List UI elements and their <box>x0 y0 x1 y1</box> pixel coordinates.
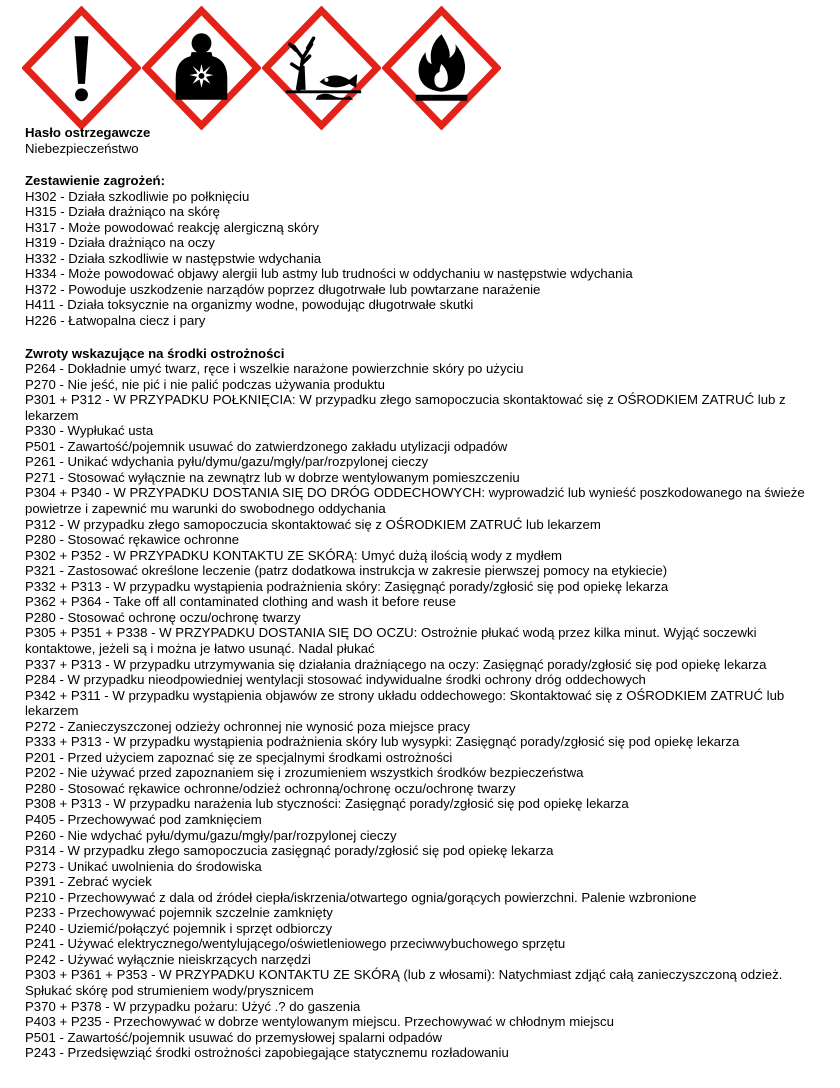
precautionary-statement: P321 - Zastosować określone leczenie (patrz dodatkowa instrukcja w zakresie pierwszej pomocy na etykiecie) <box>25 563 668 579</box>
precautionary-statement: P332 + P313 - W przypadku wystąpienia podrażnienia skóry: Zasięgnąć porady/zgłosić się pod opiekę lekarza <box>25 578 669 594</box>
hazard-statement: H332 - Działa szkodliwie w następstwie wdychania <box>25 250 322 266</box>
precautionary-statement: P305 + P351 + P338 - W PRZYPADKU DOSTANIA SIĘ DO OCZU: Ostrożnie płukać wodą przez kilka minut. Wyjąć soczewki kontaktowe, jeżeli są i można je łatwo usunąć. Nadal płukać <box>25 625 757 656</box>
flame-icon <box>382 6 501 130</box>
precautionary-statement: P362 + P364 - Take off all contaminated clothing and wash it before reuse <box>25 594 456 610</box>
signal-word-heading: Hasło ostrzegawcze <box>25 125 151 140</box>
precautionary-statement: P314 - W przypadku złego samopoczucia zasięgnąć porady/zgłosić się pod opiekę lekarza <box>25 843 554 859</box>
precautionary-statement: P391 - Zebrać wyciek <box>25 874 152 890</box>
precautionary-statement: P280 - Stosować rękawice ochronne <box>25 532 240 548</box>
precautionary-statement: P260 - Nie wdychać pyłu/dymu/gazu/mgły/par/rozpylonej cieczy <box>25 827 397 843</box>
precautionary-statement: P330 - Wypłukać usta <box>25 423 154 439</box>
precautionary-statement: P202 - Nie używać przed zapoznaniem się i zrozumieniem wszystkich środków bezpieczeństwa <box>25 765 584 781</box>
precautionary-statement: P241 - Używać elektrycznego/wentylującego/oświetleniowego przeciwwybuchowego sprzętu <box>25 936 566 952</box>
hazard-statement: H315 - Działa drażniąco na skórę <box>25 204 220 220</box>
exclamation-icon <box>22 6 141 130</box>
precautionary-statement: P273 - Unikać uwolnienia do środowiska <box>25 858 262 874</box>
precautionary-statements-heading: Zwroty wskazujące na środki ostrożności <box>25 345 285 361</box>
precautionary-statement: P272 - Zanieczyszczonej odzieży ochronnej nie wynosić poza miejsce pracy <box>25 718 470 734</box>
precautionary-statement: P333 + P313 - W przypadku wystąpienia podrażnienia skóry lub wysypki: Zasięgnąć porady/zgłosić się pod opiekę lekarza <box>25 734 740 750</box>
environment-icon <box>262 6 381 130</box>
precautionary-statement: P201 - Przed użyciem zapoznać się ze specjalnymi środkami ostrożności <box>25 749 453 765</box>
safety-text <box>25 125 830 1061</box>
precautionary-statement: P501 - Zawartość/pojemnik usuwać do zatwierdzonego zakładu utylizacji odpadów <box>25 438 508 454</box>
hazard-statement: H317 - Może powodować reakcję alergiczną skóry <box>25 219 319 235</box>
hazard-statement: H226 - Łatwopalna ciecz i pary <box>25 313 206 329</box>
precautionary-statement: P233 - Przechowywać pojemnik szczelnie zamknięty <box>25 905 333 921</box>
precautionary-statements-list <box>25 361 830 1061</box>
precautionary-statement: P242 - Używać wyłącznie nieiskrzących narzędzi <box>25 951 311 967</box>
precautionary-statement: P312 - W przypadku złego samopoczucia skontaktować się z OŚRODKIEM ZATRUĆ lub lekarzem <box>25 516 601 532</box>
hazard-statement: H302 - Działa szkodliwie po połknięciu <box>25 188 250 204</box>
precautionary-statement: P280 - Stosować ochronę oczu/ochronę twarzy <box>25 609 301 625</box>
precautionary-statement: P337 + P313 - W przypadku utrzymywania się działania drażniącego na oczy: Zasięgnąć porady/zgłosić się pod opiekę lekarza <box>25 656 767 672</box>
precautionary-statement: P240 - Uziemić/połączyć pojemnik i sprzęt odbiorczy <box>25 920 333 936</box>
precautionary-statement: P308 + P313 - W przypadku narażenia lub styczności: Zasięgnąć porady/zgłosić się pod opiekę lekarza <box>25 796 629 812</box>
precautionary-statement: P301 + P312 - W PRZYPADKU POŁKNIĘCIA: W przypadku złego samopoczucia skontaktować się z OŚRODKIEM ZATRUĆ lub z lekarzem <box>25 392 786 423</box>
precautionary-statement: P342 + P311 - W przypadku wystąpienia objawów ze strony układu oddechowego: Skontaktować się z OŚRODKIEM ZATRUĆ lub lekarzem <box>25 687 785 719</box>
precautionary-statement: P284 - W przypadku nieodpowiedniej wentylacji stosować indywidualne środki ochrony dróg oddechowych <box>25 672 646 688</box>
hazard-statement: H411 - Działa toksycznie na organizmy wodne, powodując długotrwałe skutki <box>25 297 474 313</box>
hazard-statements-heading: Zestawienie zagrożeń: <box>25 173 165 189</box>
hazard-statement: H334 - Może powodować objawy alergii lub astmy lub trudności w oddychaniu w następstwie wdychania <box>25 266 633 282</box>
precautionary-statement: P370 + P378 - W przypadku pożaru: Użyć .? do gaszenia <box>25 998 361 1014</box>
precautionary-statement: P304 + P340 - W PRZYPADKU DOSTANIA SIĘ DO DRÓG ODDECHOWYCH: wyprowadzić lub wynieść poszkodowanego na świeże powietrze i zapewnić mu warunki do swobodnego oddychania <box>25 485 805 517</box>
precautionary-statement: P280 - Stosować rękawice ochronne/odzież ochronną/ochronę oczu/ochronę twarzy <box>25 780 516 796</box>
precautionary-statement: P243 - Przedsięwziąć środki ostrożności zapobiegające statycznemu rozładowaniu <box>25 1045 509 1061</box>
precautionary-statement: P302 + P352 - W PRZYPADKU KONTAKTU ZE SKÓRĄ: Umyć dużą ilością wody z mydłem <box>25 547 563 563</box>
precautionary-statement: P303 + P361 + P353 - W PRZYPADKU KONTAKTU ZE SKÓRĄ (lub z włosami): Natychmiast zdjąć całą zanieczyszczoną odzież. Spłukać skórę pod strumieniem wody/prysznicem <box>25 967 783 998</box>
precautionary-statement: P270 - Nie jeść, nie pić i nie palić podczas używania produktu <box>25 376 385 392</box>
precautionary-statement: P403 + P235 - Przechowywać w dobrze wentylowanym miejscu. Przechowywać w chłodnym miejscu <box>25 1014 614 1030</box>
precautionary-statement: P261 - Unikać wdychania pyłu/dymu/gazu/mgły/par/rozpylonej cieczy <box>25 454 429 470</box>
health-hazard-icon <box>142 6 261 130</box>
hazard-statements-list <box>25 189 830 329</box>
hazard-statement: H319 - Działa drażniąco na oczy <box>25 235 215 251</box>
signal-word-value: Niebezpieczeństwo <box>25 140 139 156</box>
precautionary-statement: P405 - Przechowywać pod zamknięciem <box>25 811 262 827</box>
precautionary-statement: P210 - Przechowywać z dala od źródeł ciepła/iskrzenia/otwartego ognia/gorących powierzchni. Palenie wzbronione <box>25 889 697 905</box>
precautionary-statement: P271 - Stosować wyłącznie na zewnątrz lub w dobrze wentylowanym pomieszczeniu <box>25 469 520 485</box>
hazard-statement: H372 - Powoduje uszkodzenie narządów poprzez długotrwałe lub powtarzane narażenie <box>25 281 541 297</box>
precautionary-statement: P264 - Dokładnie umyć twarz, ręce i wszelkie narażone powierzchnie skóry po użyciu <box>25 361 524 377</box>
precautionary-statement: P501 - Zawartość/pojemnik usuwać do przemysłowej spalarni odpadów <box>25 1029 443 1045</box>
ghs-pictograms <box>22 6 501 130</box>
